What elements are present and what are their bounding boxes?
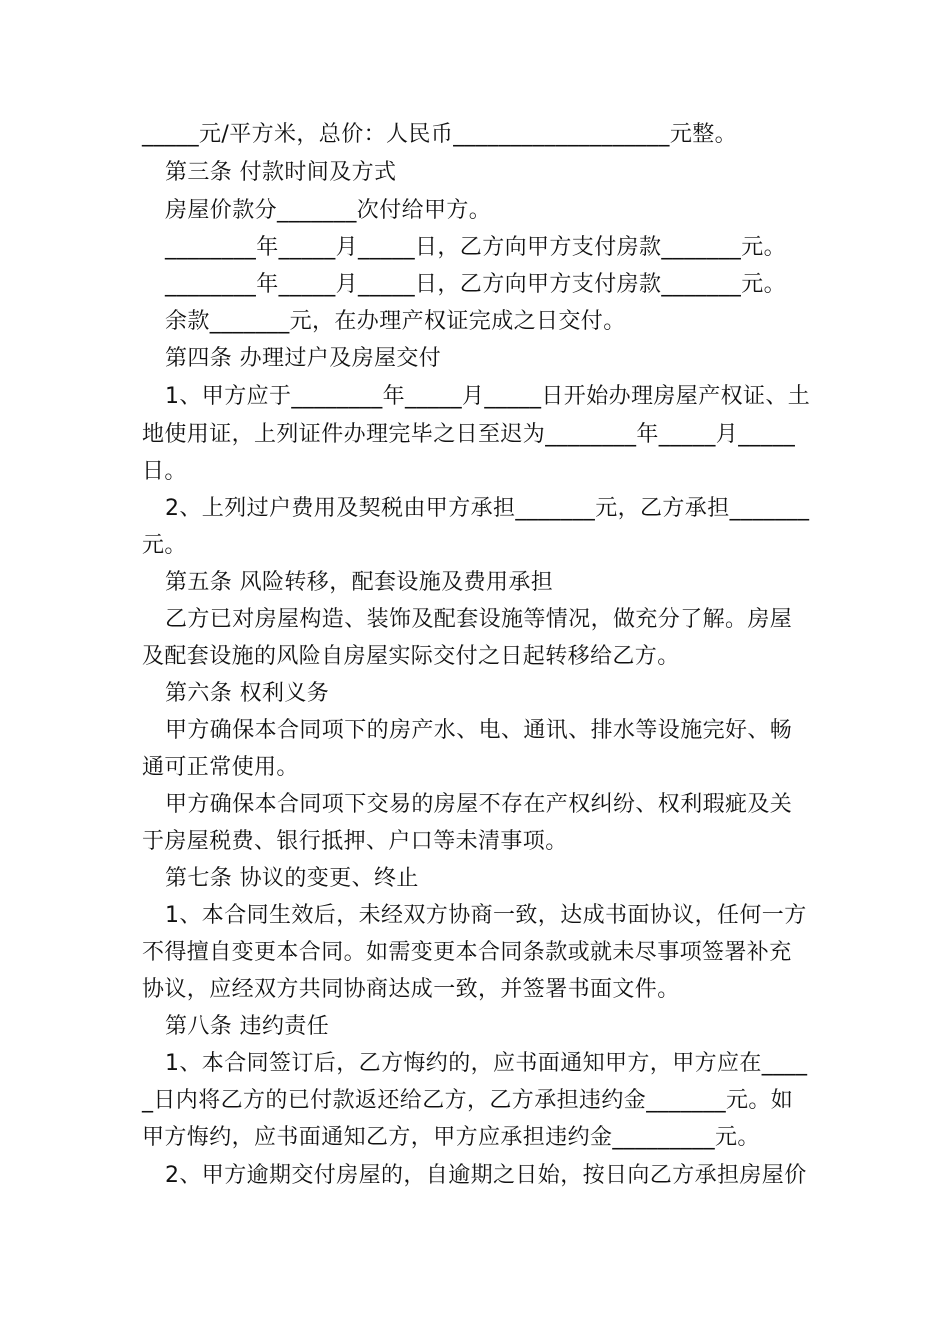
text-line: _____元/平方米，总价：人民币___________________元整。 [142,122,738,147]
text-line: 2、甲方逾期交付房屋的，自逾期之日始，按日向乙方承担房屋价 [165,1163,807,1188]
text-line: 1、甲方应于________年_____月_____日开始办理房屋产权证、土 [165,384,811,409]
text-line: 1、本合同生效后，未经双方协商一致，达成书面协议，任何一方 [165,903,807,928]
text-line: 协议，应经双方共同协商达成一致，并签署书面文件。 [142,977,680,1002]
text-line: 2、上列过户费用及契税由甲方承担_______元，乙方承担_______ [165,496,810,521]
text-line: 元。 [142,533,187,558]
section-heading: 第三条 付款时间及方式 [165,160,397,185]
text-line: 地使用证，上列证件办理完毕之日至迟为________年_____月_____ [142,422,796,447]
text-line: 甲方确保本合同项下交易的房屋不存在产权纠纷、权利瑕疵及关 [165,792,793,817]
text-line: 1、本合同签订后，乙方悔约的，应书面通知甲方，甲方应在____ [165,1051,808,1076]
text-line: ________年_____月_____日，乙方向甲方支付房款_______元。 [165,272,787,297]
text-line: 甲方悔约，应书面通知乙方，甲方应承担违约金_________元。 [142,1125,760,1150]
section-heading: 第四条 办理过户及房屋交付 [165,346,442,371]
section-heading: 第六条 权利义务 [165,681,330,706]
text-line: ________年_____月_____日，乙方向甲方支付房款_______元。 [165,235,787,260]
section-heading: 第五条 风险转移，配套设施及费用承担 [165,570,554,595]
text-line: 乙方已对房屋构造、装饰及配套设施等情况，做充分了解。房屋 [165,607,793,632]
text-line: 余款_______元，在办理产权证完成之日交付。 [165,309,626,334]
text-line: 不得擅自变更本合同。如需变更本合同条款或就未尽事项签署补充 [142,940,792,965]
text-line: 日。 [142,459,187,484]
section-heading: 第七条 协议的变更、终止 [165,866,419,891]
text-line: 甲方确保本合同项下的房产水、电、通讯、排水等设施完好、畅 [165,718,793,743]
section-heading: 第八条 违约责任 [165,1014,330,1039]
text-line: _日内将乙方的已付款返还给乙方，乙方承担违约金_______元。如 [142,1088,794,1113]
text-line: 于房屋税费、银行抵押、户口等未清事项。 [142,829,568,854]
text-line: 及配套设施的风险自房屋实际交付之日起转移给乙方。 [142,644,680,669]
text-line: 房屋价款分_______次付给甲方。 [165,198,492,223]
text-line: 通可正常使用。 [142,755,299,780]
